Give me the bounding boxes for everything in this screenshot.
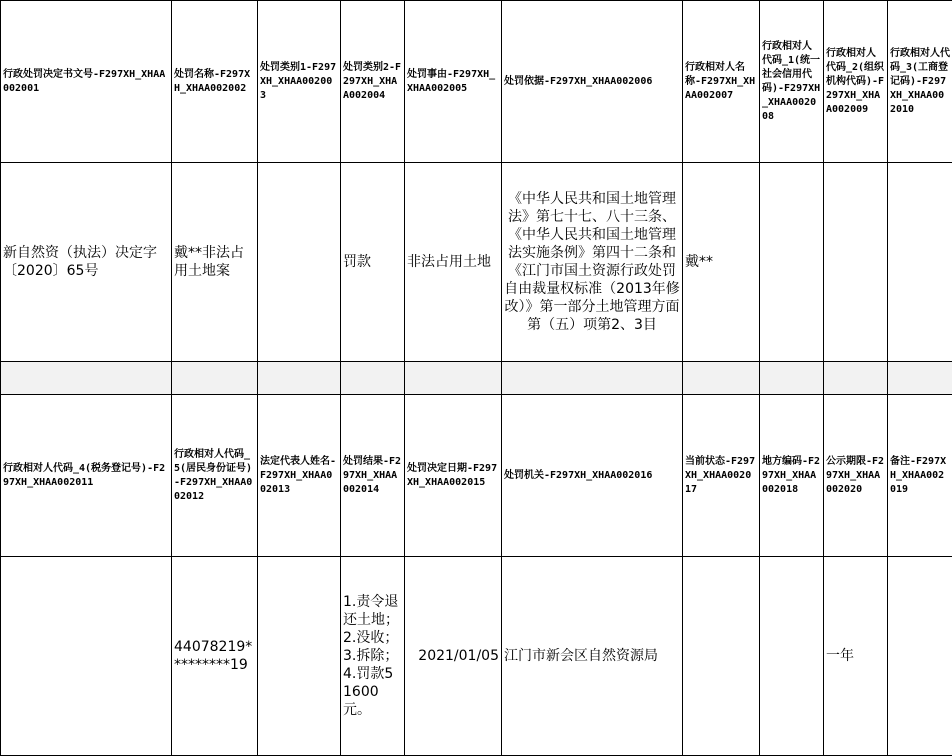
data-row-2	[1, 557, 952, 756]
cell-counterpart-name[interactable]: 戴**	[683, 163, 760, 362]
cell-header-penalty-category-1[interactable]: 处罚类别1-F297XH_XHAA002003	[258, 1, 341, 163]
cell-header-remarks[interactable]: 备注-F297XH_XHAA002019	[888, 395, 952, 557]
cell-counterpart-code-5[interactable]: 44078219*********19	[172, 557, 258, 756]
cell-header-counterpart-code-4[interactable]: 行政相对人代码_4(税务登记号)-F297XH_XHAA002011	[1, 395, 172, 557]
spacer-row	[1, 362, 952, 395]
cell-publicity-period[interactable]: 一年	[824, 557, 888, 756]
data-row-1	[1, 163, 952, 362]
cell-header-penalty-result[interactable]: 处罚结果-F297XH_XHAA002014	[341, 395, 405, 557]
cell-counterpart-code-1[interactable]	[760, 163, 824, 362]
empty-cell[interactable]	[172, 362, 258, 395]
cell-local-code[interactable]	[760, 557, 824, 756]
empty-cell[interactable]	[502, 362, 683, 395]
cell-header-counterpart-code-1[interactable]: 行政相对人代码_1(统一社会信用代码)-F297XH_XHAA002008	[760, 1, 824, 163]
cell-penalty-name[interactable]: 戴**非法占用土地案	[172, 163, 258, 362]
cell-counterpart-code-2[interactable]	[824, 163, 888, 362]
empty-cell[interactable]	[888, 362, 952, 395]
empty-cell[interactable]	[258, 362, 341, 395]
empty-cell[interactable]	[405, 362, 502, 395]
cell-header-decision-number[interactable]: 行政处罚决定书文号-F297XH_XHAA002001	[1, 1, 172, 163]
cell-penalty-authority[interactable]: 江门市新会区自然资源局	[502, 557, 683, 756]
empty-cell[interactable]	[824, 362, 888, 395]
cell-counterpart-code-3[interactable]	[888, 163, 952, 362]
cell-header-penalty-authority[interactable]: 处罚机关-F297XH_XHAA002016	[502, 395, 683, 557]
cell-penalty-result[interactable]: 1.责令退还土地；2.没收；3.拆除；4.罚款51600元。	[341, 557, 405, 756]
cell-header-current-status[interactable]: 当前状态-F297XH_XHAA002017	[683, 395, 760, 557]
cell-header-penalty-basis[interactable]: 处罚依据-F297XH_XHAA002006	[502, 1, 683, 163]
cell-header-decision-date[interactable]: 处罚决定日期-F297XH_XHAA002015	[405, 395, 502, 557]
cell-penalty-reason[interactable]: 非法占用土地	[405, 163, 502, 362]
cell-header-counterpart-code-3[interactable]: 行政相对人代码_3(工商登记码)-F297XH_XHAA002010	[888, 1, 952, 163]
cell-header-counterpart-code-5[interactable]: 行政相对人代码_5(居民身份证号)-F297XH_XHAA002012	[172, 395, 258, 557]
cell-header-local-code[interactable]: 地方编码-F297XH_XHAA002018	[760, 395, 824, 557]
header-row-2	[1, 395, 952, 557]
cell-header-penalty-name[interactable]: 处罚名称-F297XH_XHAA002002	[172, 1, 258, 163]
header-row-1	[1, 1, 952, 163]
empty-cell[interactable]	[760, 362, 824, 395]
cell-penalty-basis[interactable]: 《中华人民共和国土地管理法》第七十七、八十三条、《中华人民共和国土地管理法实施条例》第四十二条和《江门市国土资源行政处罚自由裁量权标准（2013年修改）》第一部分土地管理方面第（五）项第2、3目	[502, 163, 683, 362]
cell-current-status[interactable]	[683, 557, 760, 756]
cell-remarks[interactable]	[888, 557, 952, 756]
empty-cell[interactable]	[341, 362, 405, 395]
cell-header-legal-representative[interactable]: 法定代表人姓名-F297XH_XHAA002013	[258, 395, 341, 557]
cell-penalty-category-2[interactable]: 罚款	[341, 163, 405, 362]
cell-counterpart-code-4[interactable]	[1, 557, 172, 756]
cell-header-counterpart-code-2[interactable]: 行政相对人代码_2(组织机构代码)-F297XH_XHAA002009	[824, 1, 888, 163]
empty-cell[interactable]	[683, 362, 760, 395]
cell-header-penalty-reason[interactable]: 处罚事由-F297XH_XHAA002005	[405, 1, 502, 163]
cell-penalty-category-1[interactable]	[258, 163, 341, 362]
cell-decision-number[interactable]: 新自然资（执法）决定字〔2020〕65号	[1, 163, 172, 362]
empty-cell[interactable]	[1, 362, 172, 395]
cell-legal-representative[interactable]	[258, 557, 341, 756]
cell-header-counterpart-name[interactable]: 行政相对人名称-F297XH_XHAA002007	[683, 1, 760, 163]
cell-header-publicity-period[interactable]: 公示期限-F297XH_XHAA002020	[824, 395, 888, 557]
cell-decision-date[interactable]: 2021/01/05	[405, 557, 502, 756]
cell-header-penalty-category-2[interactable]: 处罚类别2-F297XH_XHAA002004	[341, 1, 405, 163]
